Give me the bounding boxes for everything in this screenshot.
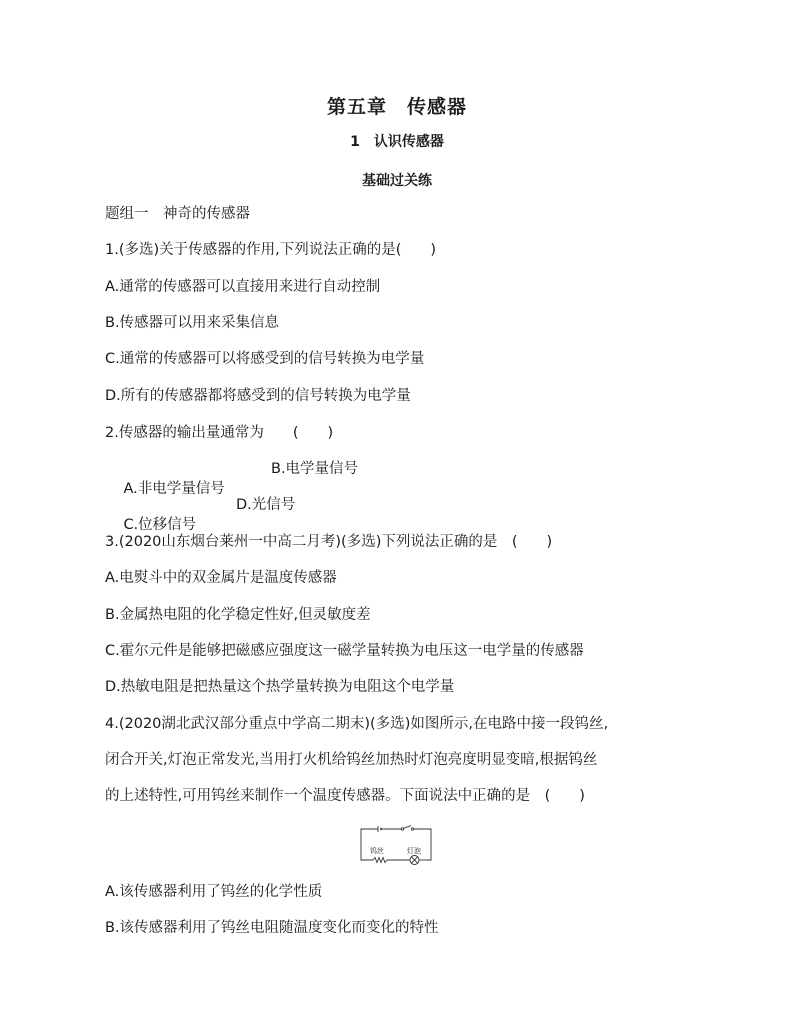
lamp-icon [410,856,419,865]
section-title: 1 认识传感器 [350,134,444,150]
q2-option-b: B.电学量信号 [271,461,359,477]
wire-right [414,829,431,860]
chapter-title: 第五章 传感器 [326,96,467,118]
q1-stem: 1.(多选)关于传感器的作用,下列说法正确的是( ) [105,242,437,258]
q2-option-c: C.位移信号 [123,517,197,533]
q1-option-b: B.传感器可以用来采集信息 [105,315,280,331]
q3-option-c: C.霍尔元件是能够把磁感应强度这一磁学量转换为电压这一电学量的传感器 [105,643,584,659]
q4-stem-line-1: 4.(2020湖北武汉部分重点中学高二期末)(多选)如图所示,在电路中接一段钨丝, [105,716,609,732]
q3-option-a: A.电熨斗中的双金属片是温度传感器 [105,570,337,586]
resistor-coil-icon [373,858,387,863]
q2-option-d: D.光信号 [236,497,296,513]
group-heading: 题组一 神奇的传感器 [105,206,250,222]
q4-stem-line-3: 的上述特性,可用钨丝来制作一个温度传感器。下面说法中正确的是 ( ) [105,788,585,804]
q2-stem: 2.传感器的输出量通常为 ( ) [105,425,334,441]
wire-left [361,829,378,849]
q1-option-a: A.通常的传感器可以直接用来进行自动控制 [105,279,381,295]
q4-stem-line-2: 闭合开关,灯泡正常发光,当用打火机给钨丝加热时灯泡亮度明显变暗,根据钨丝 [105,752,598,768]
q2-option-a: A.非电学量信号 [123,481,225,497]
circuit-diagram [357,825,435,869]
q4-option-a: A.该传感器利用了钨丝的化学性质 [105,884,323,900]
q1-option-c: C.通常的传感器可以将感受到的信号转换为电学量 [105,351,425,367]
q3-stem: 3.(2020山东烟台莱州一中高二月考)(多选)下列说法正确的是 ( ) [105,534,553,550]
label-wire: 钨丝 [370,847,384,855]
label-bulb: 灯泡 [407,847,421,855]
subsection-title: 基础过关练 [362,173,432,189]
q4-option-b: B.该传感器利用了钨丝电阻随温度变化而变化的特性 [105,920,439,936]
q3-option-b: B.金属热电阻的化学稳定性好,但灵敏度差 [105,607,371,623]
q1-option-d: D.所有的传感器都将感受到的信号转换为电学量 [105,388,411,404]
q3-option-d: D.热敏电阻是把热量这个热学量转换为电阻这个电学量 [105,679,455,695]
switch-icon [401,826,413,831]
